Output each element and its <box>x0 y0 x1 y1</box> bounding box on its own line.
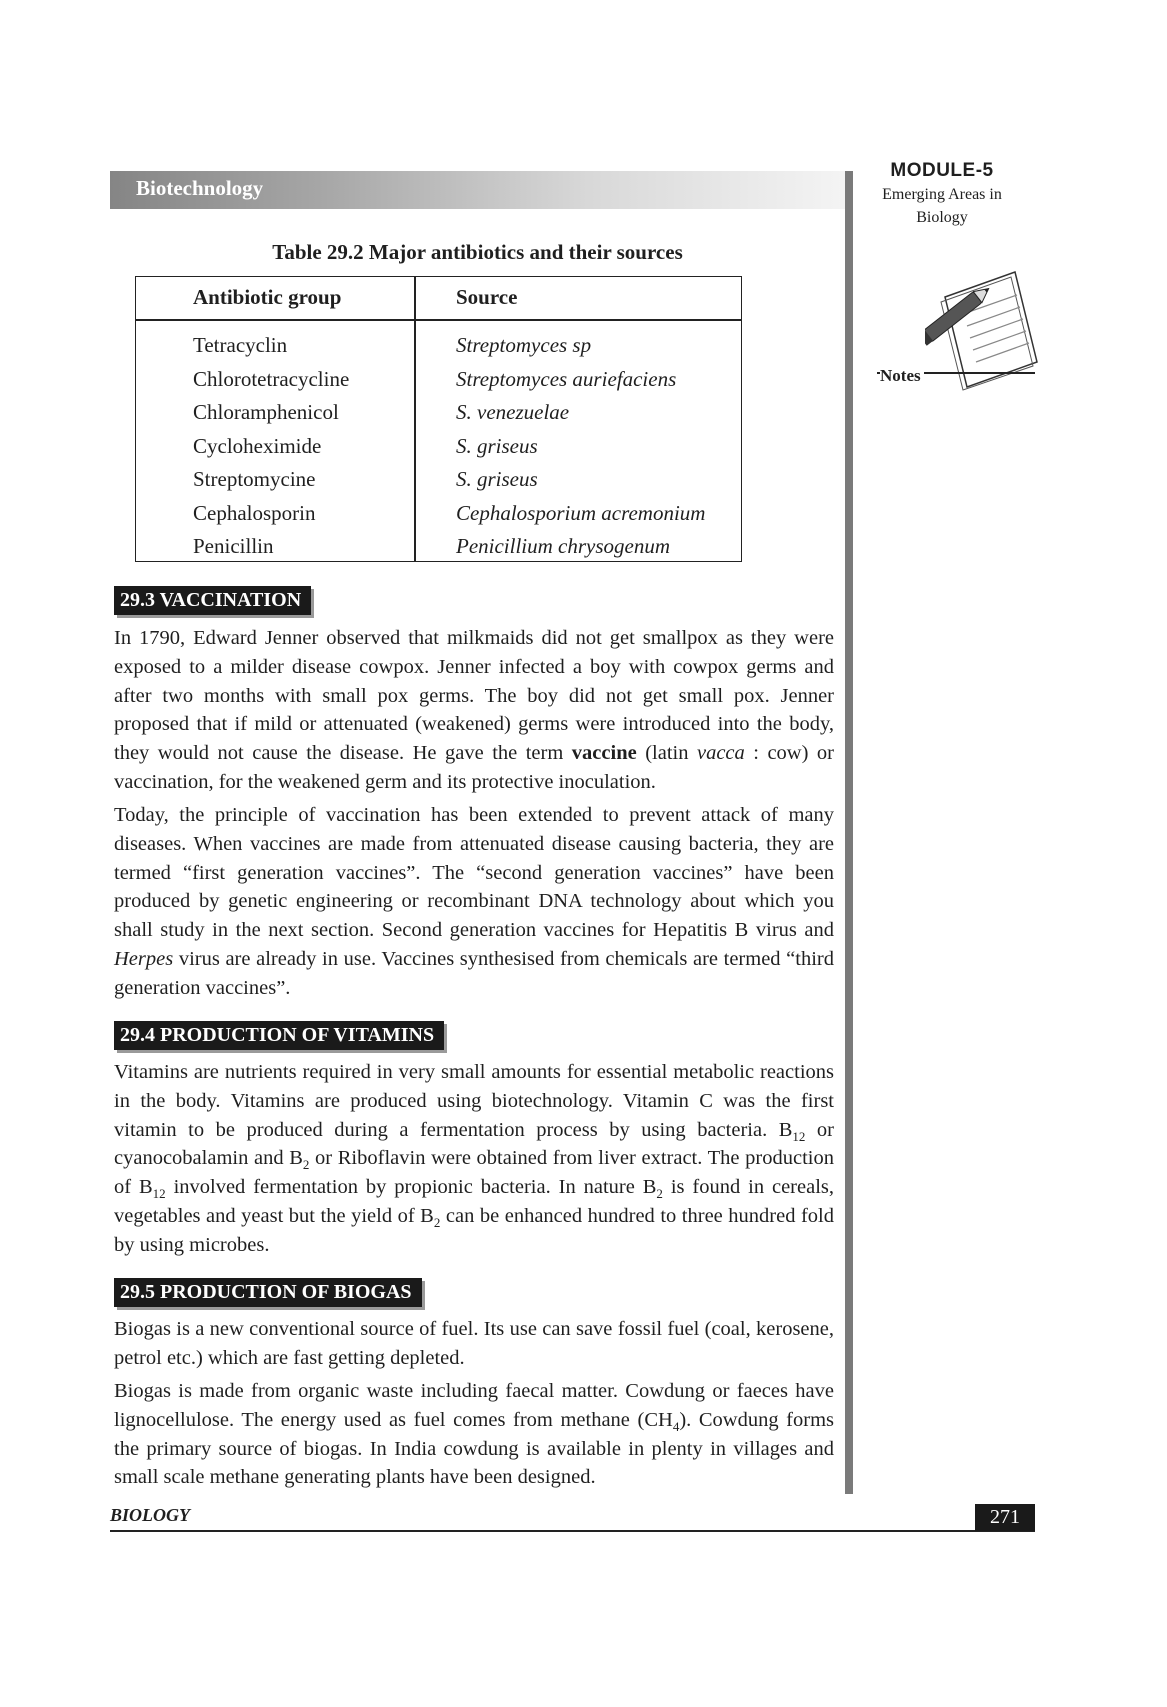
table-row <box>135 463 742 497</box>
column-header-source: Source <box>414 276 742 320</box>
subscript: 12 <box>152 1186 166 1202</box>
antibiotic-name: Chloramphenicol <box>193 400 339 425</box>
subscript: 2 <box>302 1157 310 1173</box>
text-run: or cyanocobalamin and B <box>114 1118 834 1170</box>
antibiotic-source: Streptomyces sp <box>456 333 592 358</box>
subscript: 2 <box>656 1186 663 1202</box>
text-run: involved fermentation by propionic bacteria. In nature B <box>165 1176 657 1199</box>
section-heading-biogas: 29.5 PRODUCTION OF BIOGAS <box>114 1278 422 1307</box>
antibiotic-name: Cephalosporin <box>193 500 316 525</box>
antibiotic-name: Penicillin <box>193 534 274 559</box>
footer-subject: BIOLOGY <box>110 1505 190 1525</box>
term-vacca: vacca <box>696 742 745 765</box>
margin-rule <box>845 171 853 1494</box>
antibiotic-source: Penicillium chrysogenum <box>456 534 671 559</box>
antibiotic-source: Cephalosporium acremonium <box>456 500 706 525</box>
page-number: 271 <box>975 1504 1035 1531</box>
text-run: Biogas is made from organic waste including faecal matter. Cowdung or faeces have lignocellulose. The energy used as fuel comes from methane (CH <box>114 1380 834 1431</box>
table-header-row <box>135 276 742 320</box>
table-row <box>135 497 742 531</box>
text-run: (latin <box>636 742 697 765</box>
antibiotic-name: Chlorotetracycline <box>193 366 350 391</box>
term-herpes: Herpes <box>114 947 174 970</box>
antibiotic-source: Streptomyces auriefaciens <box>456 366 677 391</box>
vitamins-paragraph <box>114 1058 834 1260</box>
table-row <box>135 530 742 564</box>
biogas-paragraph-2 <box>114 1377 834 1492</box>
column-header-antibiotic-group: Antibiotic group <box>135 276 414 320</box>
text-run: or Riboflavin were obtained from liver extract. The production of B <box>114 1147 834 1199</box>
section-heading-vitamins: 29.4 PRODUCTION OF VITAMINS <box>114 1021 444 1050</box>
text-run: can be enhanced hundred to three hundred fold by using microbes. <box>114 1204 834 1256</box>
antibiotics-table <box>135 276 742 564</box>
antibiotic-name: Tetracyclin <box>193 333 288 358</box>
antibiotic-source: S. venezuelae <box>456 400 570 425</box>
text-run: ). Cowdung forms the primary source of biogas. In India cowdung is available in plenty in villages and small scale methane generating plants have been designed. <box>114 1408 834 1489</box>
vaccination-paragraph-1 <box>114 624 834 797</box>
footer-rule <box>110 1530 1035 1532</box>
module-title: MODULE-5 <box>890 160 994 181</box>
text-run: In 1790, Edward Jenner observed that milkmaids did not get smallpox as they were exposed to a milder disease cowpox. Jenner infected a boy with cowpox germs and after two months with small pox germs. The boy did not get small pox. Jenner proposed that if mild or attenuated (weakened) germs were introduced into the body, they would not cause the disease. He gave the term <box>114 627 834 765</box>
table-row <box>135 363 742 397</box>
subscript: 12 <box>792 1128 806 1144</box>
section-heading-vaccination: 29.3 VACCINATION <box>114 586 311 615</box>
biogas-paragraph-1: Biogas is a new conventional source of fuel. Its use can save fossil fuel (coal, kerosene, petrol etc.) which are fast getting depleted. <box>114 1318 834 1369</box>
text-run: virus are already in use. Vaccines synthesised from chemicals are termed “third generation vaccines”. <box>114 947 834 999</box>
subscript: 4 <box>672 1418 680 1434</box>
antibiotic-source: S. griseus <box>456 433 538 458</box>
module-label <box>862 160 1022 228</box>
text-run: Vitamins are nutrients required in very small amounts for essential metabolic reactions in the body. Vitamins are produced using biotechnology. Vitamin C was the first vitamin to be produced during a fermentation process by using bacteria. B <box>114 1061 834 1141</box>
term-vaccine: vaccine <box>571 742 637 765</box>
module-subtitle-line-2: Biology <box>916 209 968 226</box>
running-header-title: Biotechnology <box>136 176 264 200</box>
text-run: Today, the principle of vaccination has been extended to prevent attack of many diseases. When vaccines are made from attenuated disease causing bacteria, they are termed “first generation vaccines”. The “second generation vaccines” have been produced by genetic engineering or recombinant DNA technology about which you shall study in the next section. Second generation vaccines for Hepatitis B virus and <box>114 804 834 942</box>
subscript: 2 <box>433 1215 441 1231</box>
text-run: is found in cereals, vegetables and yeast but the yield of B <box>114 1176 834 1227</box>
notes-label: Notes <box>880 366 924 386</box>
table-row <box>135 430 742 464</box>
table-row <box>135 396 742 430</box>
antibiotic-name: Streptomycine <box>193 467 316 492</box>
vaccination-paragraph-2 <box>114 801 834 1003</box>
module-subtitle-line-1: Emerging Areas in <box>882 186 1002 203</box>
antibiotic-name: Cycloheximide <box>193 433 322 458</box>
running-header-bar <box>110 171 845 209</box>
table-caption: Table 29.2 Major antibiotics and their sources <box>272 240 683 264</box>
text-run: : cow) or vaccination, for the weakened germ and its protective inoculation. <box>114 742 835 793</box>
antibiotic-source: S. griseus <box>456 467 538 492</box>
table-row <box>135 320 742 363</box>
